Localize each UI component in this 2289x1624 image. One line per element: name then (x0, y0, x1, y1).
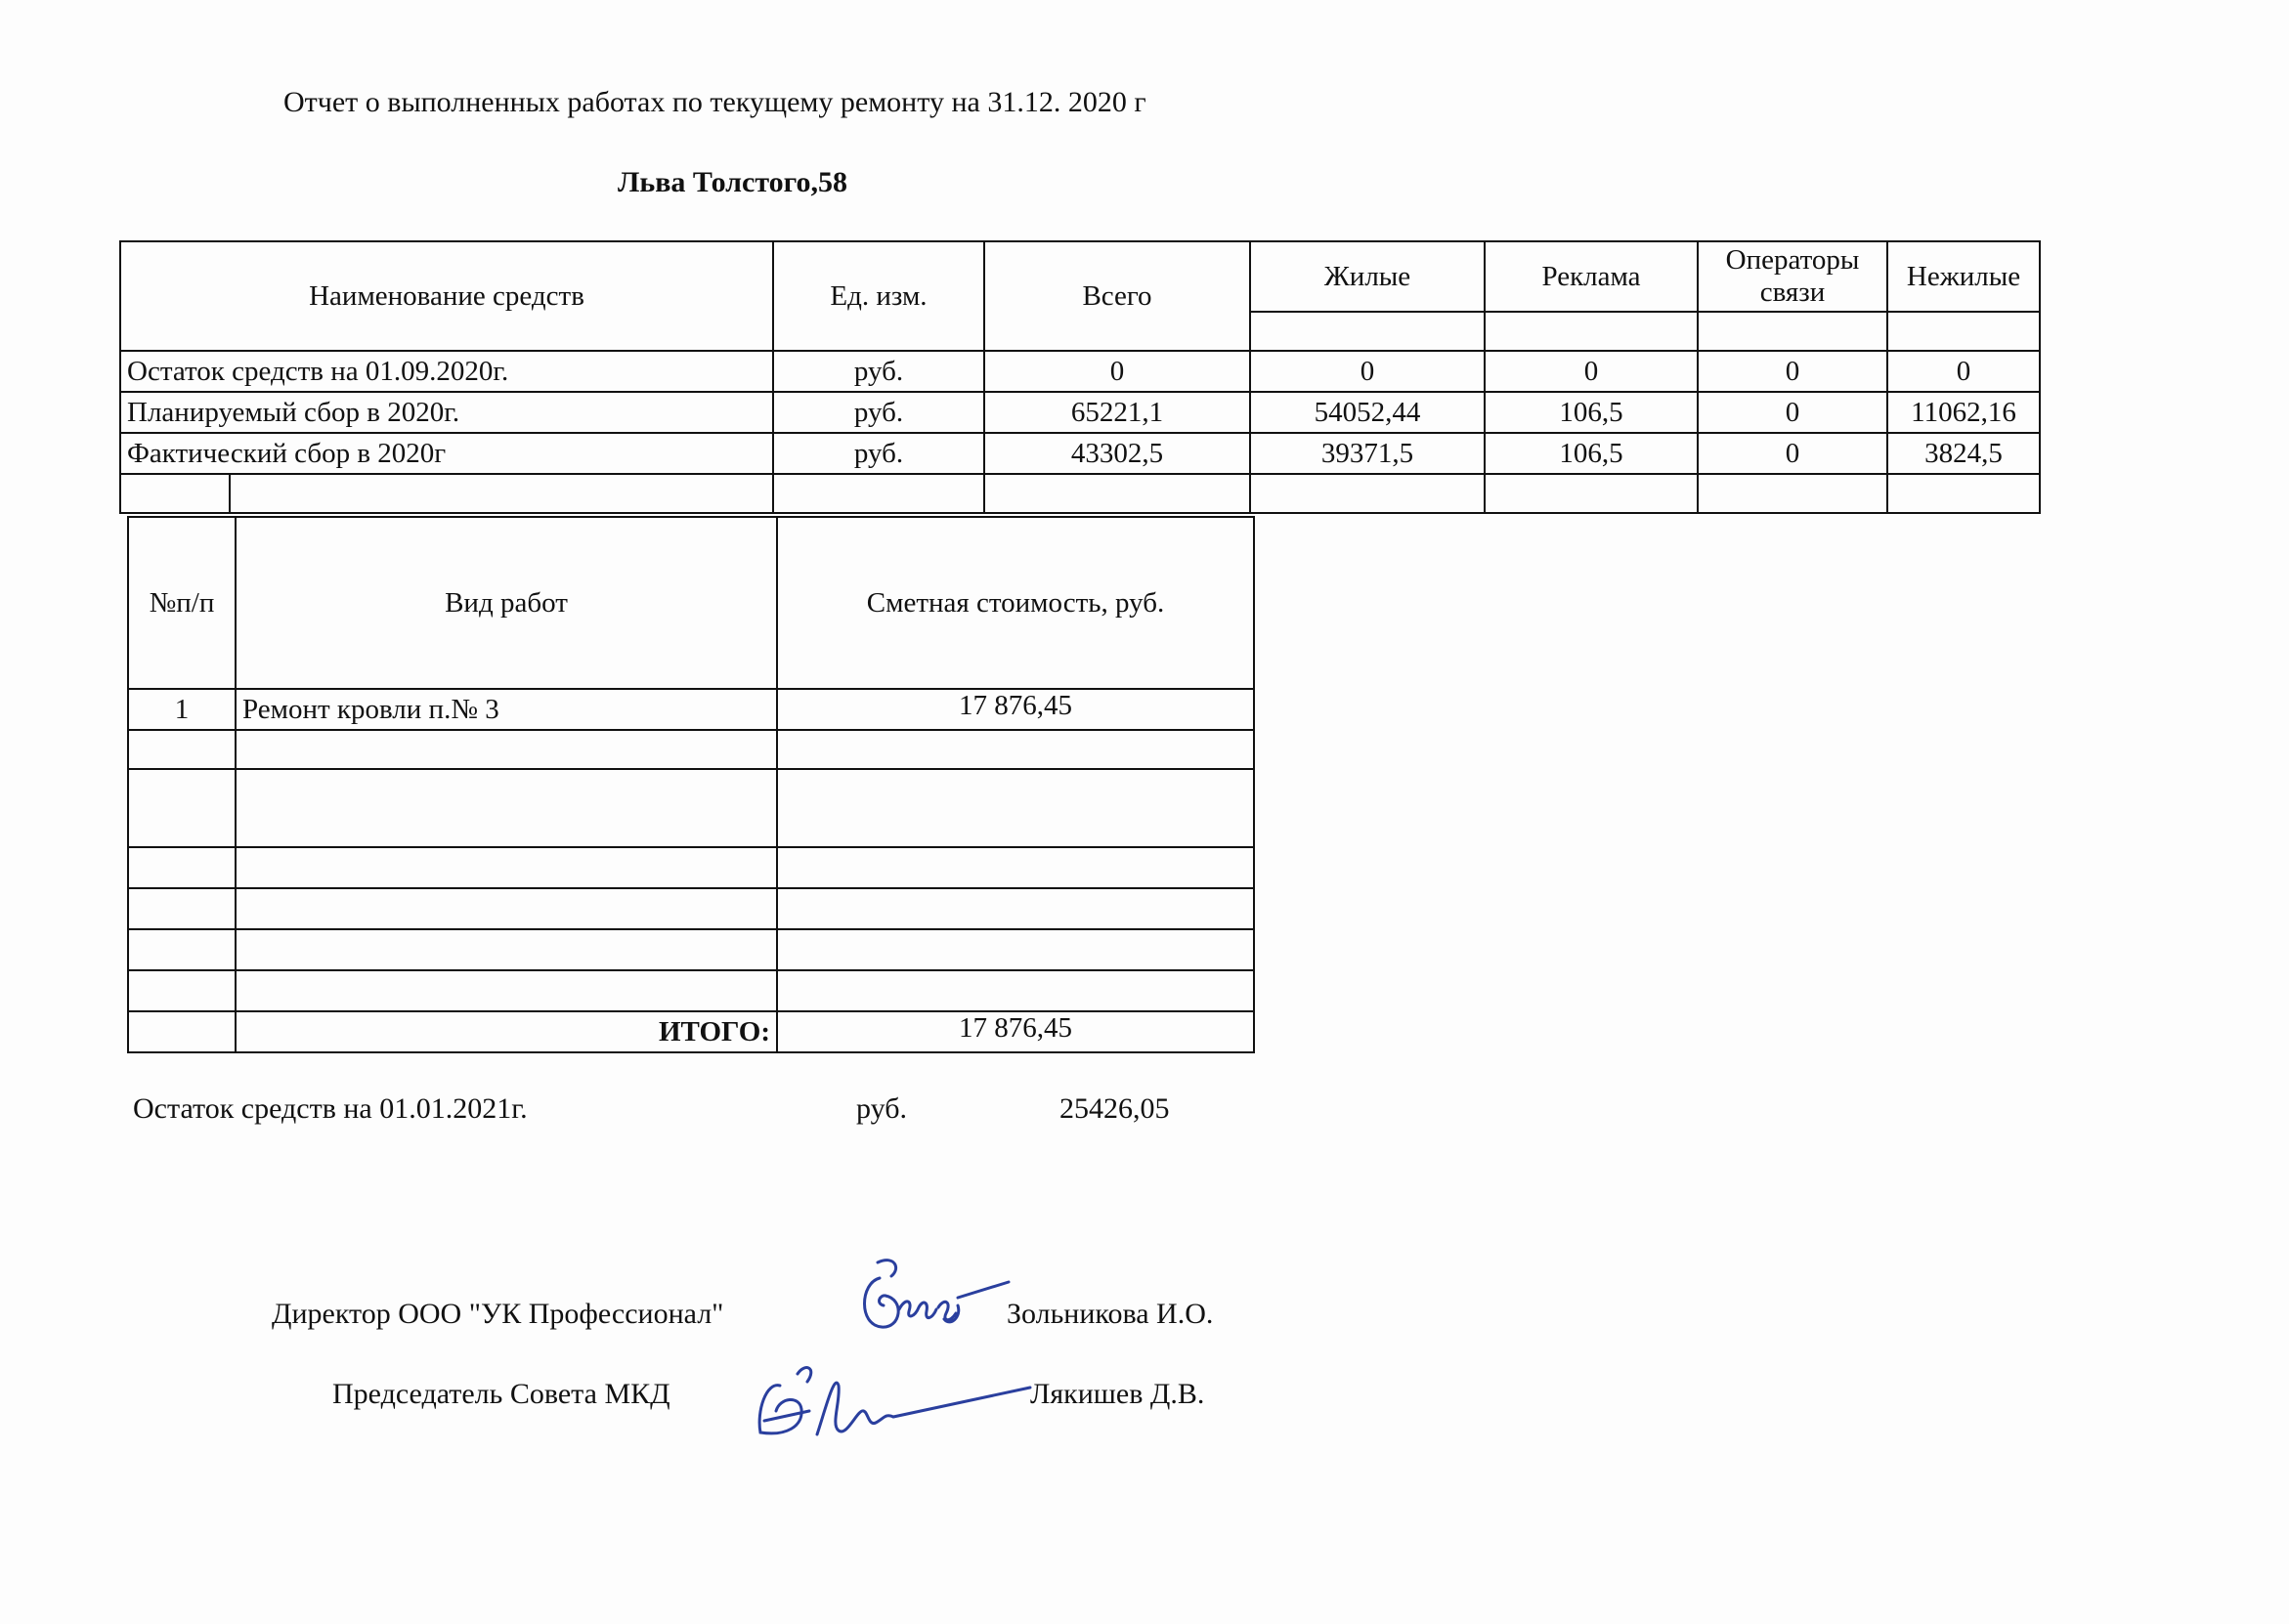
funds-header-row (120, 241, 2040, 312)
row-advertising: 0 (1485, 351, 1698, 392)
row-residential: 0 (1250, 351, 1485, 392)
funds-row (120, 392, 2040, 433)
works-empty-row (128, 888, 1254, 929)
row-name: Остаток средств на 01.09.2020г. (120, 351, 773, 392)
total-value: 17 876,45 (777, 1011, 1254, 1052)
funds-row (120, 433, 2040, 474)
row-residential: 54052,44 (1250, 392, 1485, 433)
works-empty-row (128, 970, 1254, 1011)
works-header-row (128, 517, 1254, 689)
row-unit: руб. (773, 351, 984, 392)
header-num: №п/п (128, 517, 236, 689)
works-row (128, 689, 1254, 730)
works-empty-row (128, 730, 1254, 769)
header-operators: Операторы связи (1698, 241, 1887, 312)
funds-table (119, 240, 2041, 514)
header-cost: Сметная стоимость, руб. (777, 517, 1254, 689)
row-residential: 39371,5 (1250, 433, 1485, 474)
header-residential: Жилые (1250, 241, 1485, 312)
row-operators: 0 (1698, 433, 1887, 474)
remainder-value: 25426,05 (1059, 1092, 1170, 1125)
row-name: Планируемый сбор в 2020г. (120, 392, 773, 433)
director-signature (841, 1249, 1016, 1346)
works-empty-row (128, 847, 1254, 888)
total-label: ИТОГО: (236, 1011, 777, 1052)
header-unit: Ед. изм. (773, 241, 984, 351)
work-type: Ремонт кровли п.№ 3 (236, 689, 777, 730)
row-unit: руб. (773, 433, 984, 474)
director-title: Директор ООО "УК Профессионал" (272, 1298, 724, 1330)
header-advertising: Реклама (1485, 241, 1698, 312)
row-operators: 0 (1698, 351, 1887, 392)
works-total-row (128, 1011, 1254, 1052)
row-total: 65221,1 (984, 392, 1250, 433)
header-work-type: Вид работ (236, 517, 777, 689)
chairman-title: Председатель Совета МКД (332, 1378, 670, 1410)
row-name: Фактический сбор в 2020г (120, 433, 773, 474)
works-empty-row (128, 769, 1254, 847)
row-nonresidential: 11062,16 (1887, 392, 2040, 433)
funds-row (120, 351, 2040, 392)
row-total: 0 (984, 351, 1250, 392)
report-title: Отчет о выполненных работах по текущему ремонту на 31.12. 2020 г (283, 86, 1146, 118)
header-name: Наименование средств (120, 241, 773, 351)
row-operators: 0 (1698, 392, 1887, 433)
works-table (127, 516, 1255, 1053)
row-advertising: 106,5 (1485, 392, 1698, 433)
chairman-name: Лякишев Д.В. (1030, 1378, 1205, 1410)
work-num: 1 (128, 689, 236, 730)
row-nonresidential: 0 (1887, 351, 2040, 392)
header-nonresidential: Нежилые (1887, 241, 2040, 312)
row-advertising: 106,5 (1485, 433, 1698, 474)
remainder-unit: руб. (856, 1092, 907, 1125)
report-address: Льва Толстого,58 (618, 166, 848, 198)
row-total: 43302,5 (984, 433, 1250, 474)
director-name: Зольникова И.О. (1007, 1298, 1214, 1330)
remainder-label: Остаток средств на 01.01.2021г. (133, 1092, 528, 1125)
row-nonresidential: 3824,5 (1887, 433, 2040, 474)
header-total: Всего (984, 241, 1250, 351)
chairman-signature (747, 1352, 1036, 1450)
works-empty-row (128, 929, 1254, 970)
work-cost: 17 876,45 (777, 689, 1254, 730)
row-unit: руб. (773, 392, 984, 433)
funds-empty-row (120, 474, 2040, 513)
